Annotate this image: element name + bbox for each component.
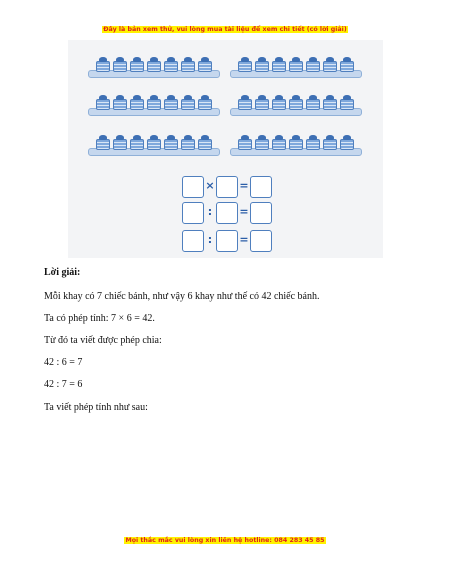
hotline-banner [0, 537, 450, 544]
cake-icon [164, 58, 178, 72]
answer-box[interactable] [216, 202, 238, 224]
cake-icon [96, 58, 110, 72]
answer-box[interactable] [216, 176, 238, 198]
cake-tray [88, 130, 220, 156]
operator-sign: : [207, 205, 213, 218]
cake-icon [272, 58, 286, 72]
cake-tray [230, 52, 362, 78]
solution-line: Ta viết phép tính như sau: [44, 402, 148, 413]
cake-icon [255, 96, 269, 110]
solution-line: Ta có phép tính: 7 × 6 = 42. [44, 313, 155, 324]
cake-icon [181, 58, 195, 72]
equation-row-divide-2 [182, 230, 272, 252]
equals-sign: = [239, 233, 249, 246]
cake-icon [96, 96, 110, 110]
cake-icon [323, 96, 337, 110]
solution-line: 42 : 7 = 6 [44, 379, 83, 390]
cake-icon [289, 96, 303, 110]
solution-line: Mỗi khay có 7 chiếc bánh, như vậy 6 khay như thế có 42 chiếc bánh. [44, 291, 320, 302]
cake-icon [306, 58, 320, 72]
cake-icon [130, 136, 144, 150]
cake-icon [238, 96, 252, 110]
cake-icon [113, 136, 127, 150]
cake-tray [88, 52, 220, 78]
cake-icon [164, 136, 178, 150]
cake-tray [230, 130, 362, 156]
cake-icon [340, 58, 354, 72]
cake-icon [164, 96, 178, 110]
cake-icon [289, 136, 303, 150]
cake-icon [306, 136, 320, 150]
cake-icon [147, 96, 161, 110]
cake-icon [255, 58, 269, 72]
cake-icon [130, 58, 144, 72]
answer-box[interactable] [182, 230, 204, 252]
cake-icon [181, 136, 195, 150]
cake-icon [323, 136, 337, 150]
answer-box[interactable] [182, 176, 204, 198]
cake-icon [272, 96, 286, 110]
equals-sign: = [239, 179, 249, 192]
cake-icon [198, 96, 212, 110]
cake-icon [113, 58, 127, 72]
cake-icon [147, 58, 161, 72]
cake-icon [306, 96, 320, 110]
answer-box[interactable] [250, 202, 272, 224]
answer-box[interactable] [250, 230, 272, 252]
cake-icon [238, 58, 252, 72]
cake-icon [130, 96, 144, 110]
operator-sign: × [205, 179, 215, 192]
solution-line: Từ đó ta viết được phép chia: [44, 335, 162, 346]
cake-icon [96, 136, 110, 150]
cake-icon [198, 136, 212, 150]
cake-icon [340, 96, 354, 110]
cake-icon [147, 136, 161, 150]
preview-notice-text: Đây là bản xem thử, vui lòng mua tài liệu để xem chi tiết (có lời giải) [103, 26, 347, 33]
equals-sign: = [239, 205, 249, 218]
cake-icon [340, 136, 354, 150]
answer-box[interactable] [182, 202, 204, 224]
cake-tray [230, 90, 362, 116]
cake-icon [323, 58, 337, 72]
preview-notice-banner [0, 26, 450, 33]
answer-box[interactable] [216, 230, 238, 252]
cake-icon [181, 96, 195, 110]
equation-row-multiply [182, 176, 272, 198]
cake-icon [113, 96, 127, 110]
cake-icon [272, 136, 286, 150]
solution-line: 42 : 6 = 7 [44, 357, 83, 368]
solution-heading: Lời giải: [44, 267, 81, 278]
cake-icon [289, 58, 303, 72]
cake-icon [238, 136, 252, 150]
exercise-figure [68, 40, 383, 258]
cake-icon [198, 58, 212, 72]
cake-icon [255, 136, 269, 150]
answer-box[interactable] [250, 176, 272, 198]
cake-tray [88, 90, 220, 116]
hotline-text: Mọi thắc mắc vui lòng xin liên hệ hotline: 084 283 45 85 [125, 537, 325, 544]
equation-row-divide-1 [182, 202, 272, 224]
operator-sign: : [207, 233, 213, 246]
